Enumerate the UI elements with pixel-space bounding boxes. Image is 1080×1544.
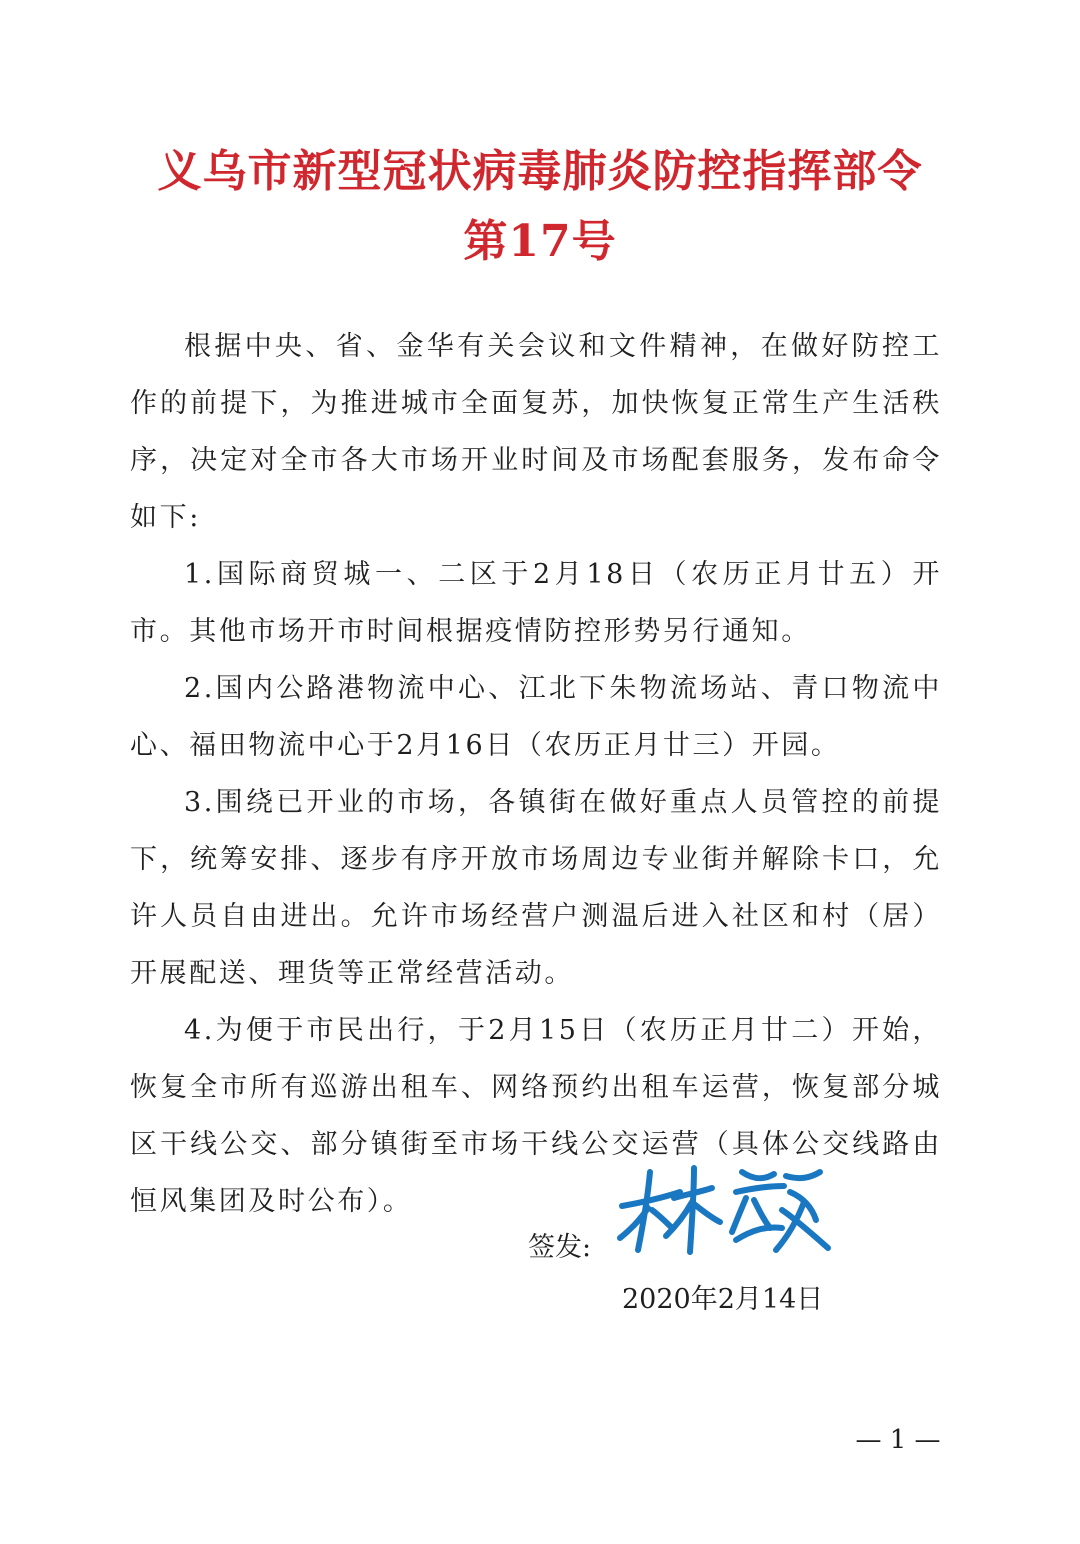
signoff-block [528,1176,888,1276]
document-date: 2020年2月14日 [622,1284,824,1315]
document-title: 义乌市新型冠状病毒肺炎防控指挥部令 [157,146,923,197]
handwritten-signature [614,1158,834,1258]
document-body [130,318,942,1230]
document-order-number: 第17号 [463,216,617,267]
sign-label: 签发: [528,1232,592,1263]
intro-paragraph: 根据中央、省、金华有关会议和文件精神，在做好防控工作的前提下，为推进城市全面复苏，加快恢复正常生产生活秩序，决定对全市各大市场开业时间及市场配套服务，发布命令如下: [130,331,942,533]
clause-4-paragraph: 4.为便于市民出行，于2月15日（农历正月廿二）开始，恢复全市所有巡游出租车、网络预约出租车运营，恢复部分城区干线公交、部分镇街至市场干线公交运营（具体公交线路由恒风集团及时公布）。 [130,1015,942,1217]
clause-3-paragraph: 3.围绕已开业的市场，各镇街在做好重点人员管控的前提下，统筹安排、逐步有序开放市场周边专业街并解除卡口，允许人员自由进出。允许市场经营户测温后进入社区和村（居）开展配送、理货等正常经营活动。 [130,787,942,989]
clause-1-paragraph: 1.国际商贸城一、二区于2月18日（农历正月廿五）开市。其他市场开市时间根据疫情防控形势另行通知。 [130,559,942,647]
page-number: — 1 — [855,1425,941,1455]
clause-2-paragraph: 2.国内公路港物流中心、江北下朱物流场站、青口物流中心、福田物流中心于2月16日（农历正月廿三）开园。 [130,673,942,761]
signature-drawing [614,1158,834,1258]
document-title-block [0,140,1080,274]
